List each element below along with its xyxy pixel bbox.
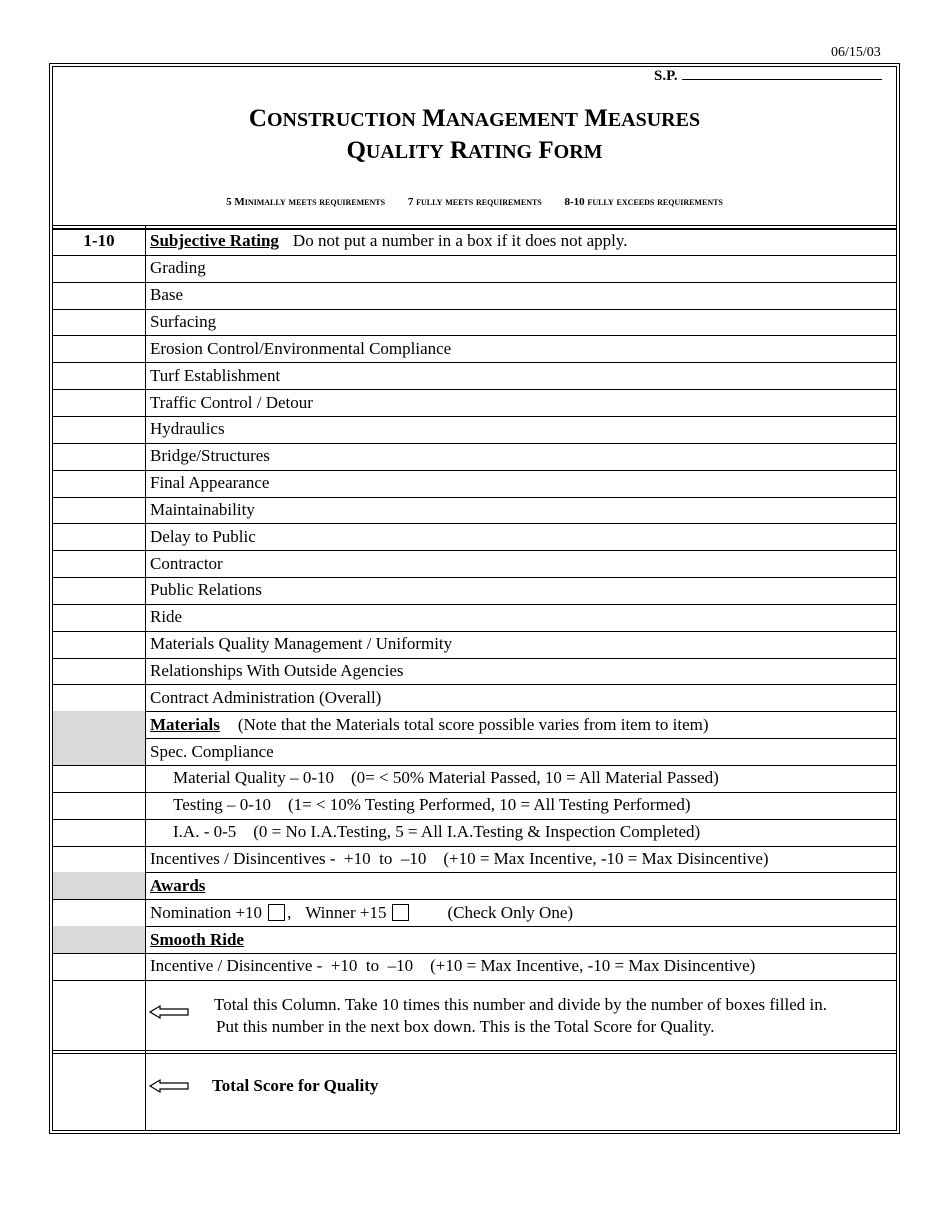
spec-compliance-label: Spec. Compliance xyxy=(150,741,274,761)
criterion-label: Maintainability xyxy=(150,499,255,519)
materials-sub-row xyxy=(53,819,896,846)
materials-sub-row xyxy=(53,765,896,792)
shaded-cell xyxy=(53,872,145,899)
criterion-label: Ride xyxy=(150,607,183,627)
score-box[interactable] xyxy=(53,362,145,389)
sp-field xyxy=(654,65,882,85)
legend-item: 7 fully meets requirements xyxy=(407,196,542,208)
materials-sub-label: Testing – 0-10 (1= < 10% Testing Performed, 10 = All Testing Performed) xyxy=(173,795,691,815)
table-row xyxy=(53,658,896,685)
legend-item: 5 Minimally meets requirements xyxy=(226,196,386,208)
score-box[interactable] xyxy=(53,335,145,362)
instruction-line: Total this Column. Take 10 times this number and divide by the number of boxes filled in. xyxy=(214,994,827,1014)
table-row xyxy=(53,631,896,658)
table-row xyxy=(53,389,896,416)
materials-sub-label: Material Quality – 0-10 (0= < 50% Material Passed, 10 = All Material Passed) xyxy=(173,768,719,788)
table-row xyxy=(53,523,896,550)
criterion-label: Turf Establishment xyxy=(150,365,281,385)
materials-note: (Note that the Materials total score possible varies from item to item) xyxy=(237,714,709,734)
table-row xyxy=(53,604,896,631)
score-box[interactable] xyxy=(53,658,145,685)
sp-input-line[interactable] xyxy=(682,65,882,80)
materials-sub-label: I.A. - 0-5 (0 = No I.A.Testing, 5 = All I.A.Testing & Inspection Completed) xyxy=(173,822,701,842)
check-only-one-note: (Check Only One) xyxy=(447,902,574,922)
header-row xyxy=(53,228,896,255)
criterion-label: Hydraulics xyxy=(150,419,225,439)
score-box[interactable] xyxy=(53,443,145,470)
left-arrow-icon xyxy=(148,1004,190,1020)
left-arrow-icon xyxy=(148,1078,190,1094)
column-total-box[interactable] xyxy=(53,980,145,1050)
criterion-label: Base xyxy=(150,285,184,305)
criterion-label: Traffic Control / Detour xyxy=(150,392,313,412)
awards-row: Nomination +10 , Winner +15 (Check Only One) xyxy=(53,899,896,926)
nomination-label: Nomination +10 xyxy=(150,902,263,922)
shaded-cell xyxy=(53,926,145,953)
score-box[interactable] xyxy=(53,577,145,604)
score-box[interactable] xyxy=(53,523,145,550)
score-box[interactable] xyxy=(53,631,145,658)
score-box[interactable] xyxy=(53,899,145,926)
criterion-label: Surfacing xyxy=(150,311,217,331)
score-box[interactable] xyxy=(53,497,145,524)
form-date: 06/15/03 xyxy=(831,45,881,60)
score-box[interactable] xyxy=(53,604,145,631)
score-box[interactable] xyxy=(53,550,145,577)
sp-label: S.P. xyxy=(654,68,678,84)
winner-checkbox[interactable] xyxy=(392,904,409,921)
table-row xyxy=(53,550,896,577)
instruction-line: Put this number in the next box down. This is the Total Score for Quality. xyxy=(216,1016,715,1036)
score-box[interactable] xyxy=(53,470,145,497)
materials-heading-row xyxy=(53,711,896,738)
awards-heading: Awards xyxy=(150,875,206,895)
subjective-note: Do not put a number in a box if it does not apply. xyxy=(292,231,628,251)
table-row xyxy=(53,309,896,336)
table-row xyxy=(53,282,896,309)
score-box[interactable] xyxy=(53,255,145,282)
rating-scale-header: 1-10 xyxy=(83,231,115,251)
criterion-label: Grading xyxy=(150,258,206,278)
form-title-line1: CONSTRUCTION MANAGEMENT MEASURES xyxy=(248,105,701,132)
score-box[interactable] xyxy=(53,684,145,711)
score-box[interactable] xyxy=(53,282,145,309)
shaded-cell xyxy=(53,738,145,765)
table-row xyxy=(53,470,896,497)
subjective-rating-heading: Subjective Rating xyxy=(150,231,279,251)
table-row xyxy=(53,684,896,711)
total-score-label: Total Score for Quality xyxy=(212,1076,379,1095)
table-row xyxy=(53,416,896,443)
table-row xyxy=(53,362,896,389)
score-box[interactable] xyxy=(53,819,145,846)
nomination-checkbox[interactable] xyxy=(268,904,285,921)
winner-label: Winner +15 xyxy=(305,902,387,922)
form-title-line2: QUALITY RATING FORM xyxy=(346,137,603,164)
smooth-ride-heading: Smooth Ride xyxy=(150,929,244,949)
criterion-label: Contract Administration (Overall) xyxy=(150,687,382,707)
criterion-label: Public Relations xyxy=(150,580,262,600)
spec-compliance-row xyxy=(53,738,896,765)
smooth-ride-incentive-label: Incentive / Disincentive - +10 to –10 (+10 = Max Incentive, -10 = Max Disincentive) xyxy=(150,956,756,976)
materials-heading: Materials xyxy=(150,714,220,734)
criterion-label: Materials Quality Management / Uniformity xyxy=(150,634,453,654)
incentives-row xyxy=(53,846,896,873)
total-score-box[interactable] xyxy=(53,1053,145,1130)
rating-legend xyxy=(53,196,896,208)
score-box[interactable] xyxy=(53,846,145,873)
table-row xyxy=(53,577,896,604)
score-box[interactable] xyxy=(53,953,145,980)
criterion-label: Relationships With Outside Agencies xyxy=(150,661,404,681)
shaded-cell xyxy=(53,711,145,738)
table-row xyxy=(53,255,896,282)
table-row xyxy=(53,335,896,362)
criterion-label: Delay to Public xyxy=(150,526,256,546)
criterion-label: Contractor xyxy=(150,553,223,573)
table-row xyxy=(53,497,896,524)
score-box[interactable] xyxy=(53,416,145,443)
criterion-label: Erosion Control/Environmental Compliance xyxy=(150,338,452,358)
score-box[interactable] xyxy=(53,792,145,819)
incentives-label: Incentives / Disincentives - +10 to –10 (+10 = Max Incentive, -10 = Max Disincentive) xyxy=(150,848,769,868)
score-box[interactable] xyxy=(53,765,145,792)
legend-item: 8-10 fully exceeds requirements xyxy=(564,196,723,208)
table-row xyxy=(53,443,896,470)
score-box[interactable] xyxy=(53,389,145,416)
awards-heading-row xyxy=(53,872,896,899)
materials-sub-row xyxy=(53,792,896,819)
score-box[interactable] xyxy=(53,309,145,336)
smooth-ride-incentive-row xyxy=(53,953,896,980)
criterion-label: Final Appearance xyxy=(150,473,270,493)
criterion-label: Bridge/Structures xyxy=(150,446,270,466)
smooth-ride-heading-row xyxy=(53,926,896,953)
